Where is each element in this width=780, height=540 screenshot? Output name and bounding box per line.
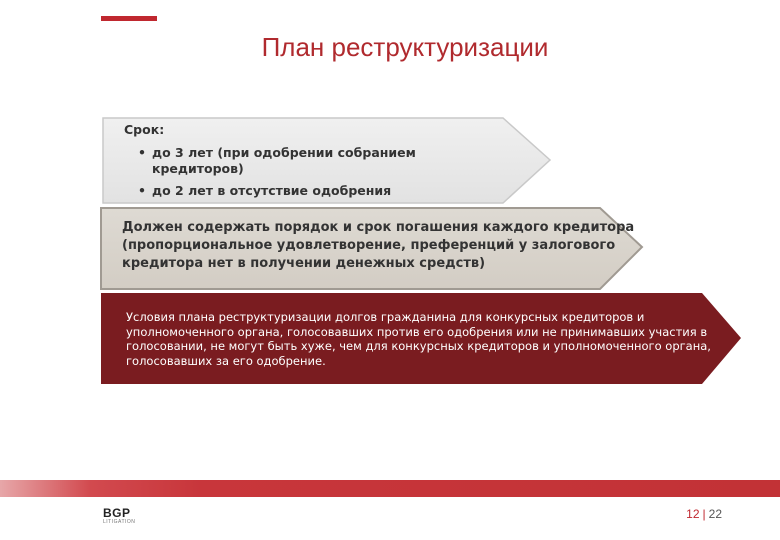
page-total: 22 [708,507,722,521]
term-bullet-1: • до 3 лет (при одобрении собранием кредиторов) [138,145,504,177]
footer-bar [0,480,780,497]
term-block [124,122,504,205]
page-number [686,507,722,521]
term-label: Срок: [124,122,165,137]
content-requirements-text: Должен содержать порядок и срок погашения каждого кредитора (пропорциональное удовлетворение, преференций у залогового кредитора нет в получении денежных средств) [122,220,635,271]
term-list [124,145,504,199]
term-bullet-2: • до 2 лет в отсутствие одобрения [138,183,504,199]
logo-subtext: LITIGATION [103,519,136,525]
logo [103,506,135,525]
page-current: 12 [686,507,700,521]
page-separator: | [702,507,706,521]
page-title: План реструктуризации [261,32,549,62]
logo-text: BGP [103,506,131,520]
conditions-text: Условия плана реструктуризации долгов гражданина для конкурсных кредиторов и уполномоченного органа, голосовавших против его одобрения или не принимавших участия в голосовании, не могут быть хуже, чем для конкурсных кредиторов и уполномоченного органа, голосовавших за его одобрение. [126,310,711,368]
